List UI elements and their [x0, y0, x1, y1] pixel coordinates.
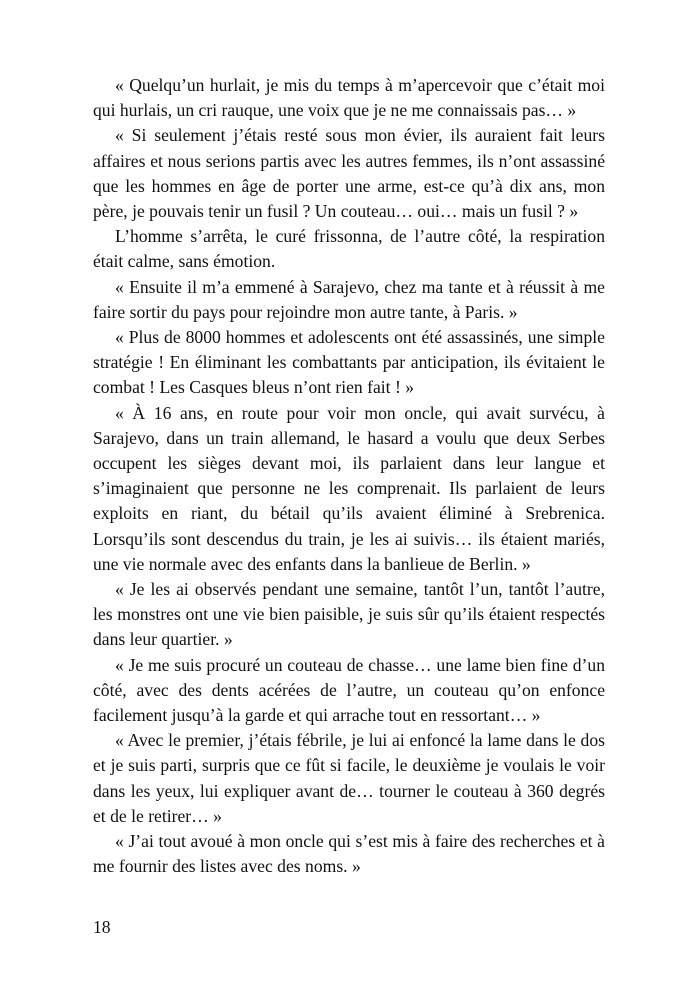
paragraph-3: L’homme s’arrêta, le curé frissonna, de l’autre côté, la respiration était calme, sans émotion.	[93, 226, 605, 272]
body-text	[93, 73, 605, 880]
paragraph-7: « Je les ai observés pendant une semaine, tantôt l’un, tantôt l’autre, les monstres ont une vie bien paisible, je suis sûr qu’ils étaient respectés dans leur quartier. »	[93, 579, 605, 650]
paragraph-5: « Plus de 8000 hommes et adolescents ont été assassinés, une simple stratégie ! En éliminant les combattants par anticipation, ils évitaient le combat ! Les Casques bleus n’ont rien fait ! »	[93, 327, 605, 398]
page-number: 18	[93, 917, 111, 937]
paragraph-8: « Je me suis procuré un couteau de chasse… une lame bien fine d’un côté, avec des dents acérées de l’autre, un couteau qu’on enfonce facilement jusqu’à la garde et qui arrache tout en ressortant… »	[93, 654, 605, 726]
paragraph-6: « À 16 ans, en route pour voir mon oncle, qui avait survécu, à Sarajevo, dans un train allemand, le hasard a voulu que deux Serbes occupent les sièges devant moi, ils parlaient dans leur langue et s’imaginaient que personne ne les comprenait. Ils parlaient de leurs exploits en riant, du bétail qu’ils avaient éliminé à Srebrenica. Lorsqu’ils sont descendus du train, je les ai suivis… ils étaient mariés, une vie normale avec des enfants dans la banlieue de Berlin. »	[93, 402, 605, 574]
paragraph-2: « Si seulement j’étais resté sous mon évier, ils auraient fait leurs affaires et nous serions partis avec les autres femmes, ils n’ont assassiné que les hommes en âge de porter une arme, est-ce qu’à dix ans, mon père, je pouvais tenir un fusil ? Un couteau… oui… mais un fusil ? »	[93, 125, 605, 222]
paragraph-10: « J’ai tout avoué à mon oncle qui s’est mis à faire des recherches et à me fournir des listes avec des noms. »	[93, 831, 605, 877]
paragraph-1: « Quelqu’un hurlait, je mis du temps à m’apercevoir que c’était moi qui hurlais, un cri rauque, une voix que je ne me connaissais pas… »	[93, 75, 605, 121]
paragraph-9: « Avec le premier, j’étais fébrile, je lui ai enfoncé la lame dans le dos et je suis parti, surpris que ce fût si facile, le deuxième je voulais le voir dans les yeux, lui expliquer avant de… tourner le couteau à 360 degrés et de le retirer… »	[93, 730, 605, 826]
paragraph-4: « Ensuite il m’a emmené à Sarajevo, chez ma tante et à réussit à me faire sortir du pays pour rejoindre mon autre tante, à Paris. »	[93, 276, 605, 322]
